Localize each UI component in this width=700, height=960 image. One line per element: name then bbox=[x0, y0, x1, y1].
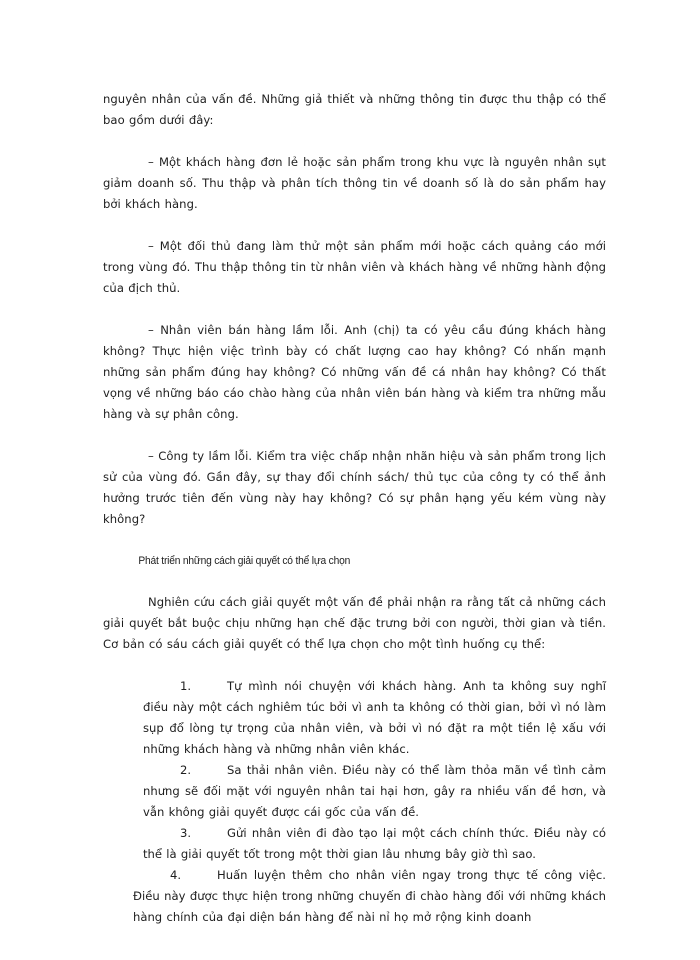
list-item-text: Sa thải nhân viên. Điều này có thể làm thỏa mãn về tình cảm nhưng sẽ đối mặt với nguyên nhân tai hại hơn, gây ra nhiều vấn đề hơn, và vẫn không giải quyết được cái gốc của vấn đề. bbox=[143, 763, 606, 819]
hypothesis-paragraph-4: – Công ty lầm lỗi. Kiểm tra việc chấp nhận nhãn hiệu và sản phẩm trong lịch sử của vùng đó. Gần đây, sự thay đổi chính sách/ thủ tục của công ty có thể ảnh hưởng trước tiên đến vùng này hay không? Có sự phân hạng yếu kém vùng này không? bbox=[103, 449, 606, 526]
hypothesis-paragraph-3: – Nhân viên bán hàng lầm lỗi. Anh (chị) ta có yêu cầu đúng khách hàng không? Thực hiện việc trình bày có chất lượng cao hay không? Có nhấn mạnh những sản phẩm đúng hay không? Có những vấn đề cá nhân hay không? Có thất vọng về những báo cáo chào hàng của nhân viên bán hàng và kiểm tra những mẫu hàng và sự phân công. bbox=[103, 323, 606, 421]
options-list bbox=[103, 676, 606, 928]
hypothesis-paragraph-1: – Một khách hàng đơn lẻ hoặc sản phẩm trong khu vực là nguyên nhân sụt giảm doanh số. Thu thập và phân tích thông tin về doanh số là do sản phẩm hay bởi khách hàng. bbox=[103, 155, 606, 211]
section-intro-paragraph: Nghiên cứu cách giải quyết một vấn đề phải nhận ra rằng tất cả những cách giải quyết bắt buộc chịu những hạn chế đặc trưng bởi con người, thời gian và tiền. Cơ bản có sáu cách giải quyết có thể lựa chọn cho một tình huống cụ thể: bbox=[103, 595, 606, 651]
list-item bbox=[133, 865, 606, 928]
list-item-text: Huấn luyện thêm cho nhân viên ngay trong thực tế công việc. Điều này được thực hiện trong những chuyến đi chào hàng đối với những khách hàng chính của đại diện bán hàng để nài nỉ họ mở rộng kinh doanh bbox=[133, 868, 606, 924]
list-item-number: 4. bbox=[170, 868, 182, 882]
list-item bbox=[143, 760, 606, 823]
list-item-number: 1. bbox=[180, 679, 192, 693]
list-item bbox=[143, 676, 606, 760]
document-page bbox=[103, 89, 606, 928]
list-item-number: 2. bbox=[180, 763, 192, 777]
list-item-text: Gửi nhân viên đi đào tạo lại một cách chính thức. Điều này có thể là giải quyết tốt trong một thời gian lâu nhưng bây giờ thì sao. bbox=[143, 826, 606, 861]
list-item-number: 3. bbox=[180, 826, 192, 840]
section-heading: Phát triển những cách giải quyết có thể lựa chọn bbox=[138, 555, 351, 567]
intro-paragraph: nguyên nhân của vấn đề. Những giả thiết và những thông tin được thu thập có thể bao gồm dưới đây: bbox=[103, 92, 606, 127]
hypothesis-paragraph-2: – Một đối thủ đang làm thử một sản phẩm mới hoặc cách quảng cáo mới trong vùng đó. Thu thập thông tin từ nhân viên và khách hàng về những hành động của địch thủ. bbox=[103, 239, 606, 295]
list-item-text: Tự mình nói chuyện với khách hàng. Anh ta không suy nghĩ điều này một cách nghiêm túc bởi vì anh ta không có thời gian, bởi vì nó làm sụp đổ lòng tự trọng của nhân viên, và bởi vì nó đặt ra một tiền lệ xấu với những khách hàng và những nhân viên khác. bbox=[143, 679, 606, 756]
list-item bbox=[143, 823, 606, 865]
